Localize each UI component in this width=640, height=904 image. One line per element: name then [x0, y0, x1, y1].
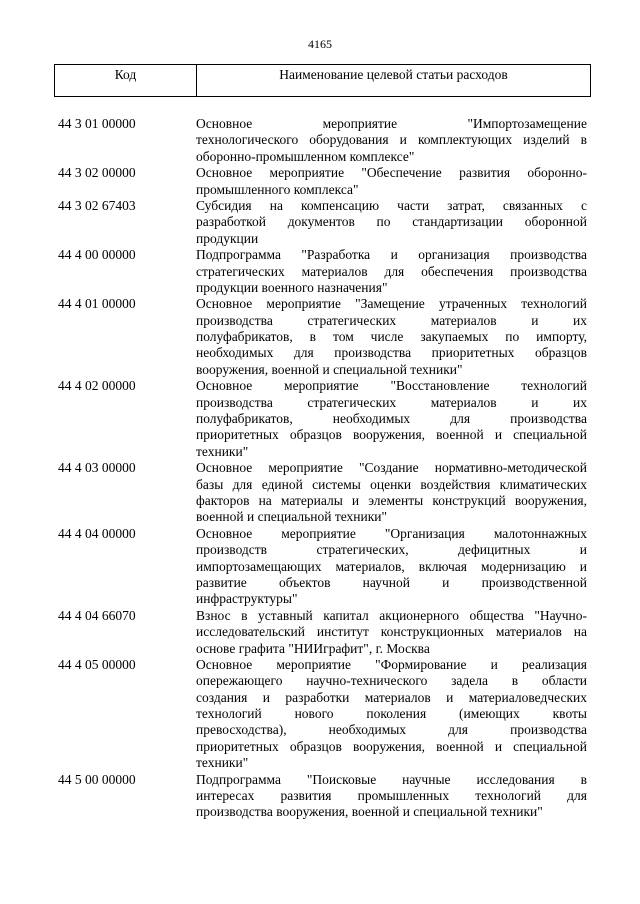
table-header [54, 64, 591, 97]
row-name-line: полуфабрикатов, необходимых для производства [196, 411, 587, 427]
table-row [58, 657, 587, 772]
row-name [196, 116, 587, 165]
row-name [196, 198, 587, 247]
row-code: 44 4 01 00000 [58, 296, 136, 312]
row-name-line: техники" [196, 755, 249, 771]
table-row [58, 247, 587, 296]
row-name [196, 296, 587, 378]
table-row [58, 116, 587, 165]
row-name-line: продукции [196, 230, 259, 246]
table-row [58, 296, 587, 378]
row-name-line: стратегических материалов для обеспечения производства [196, 263, 587, 279]
row-name-line: Основное мероприятие "Организация малотоннажных [196, 525, 587, 541]
row-name [196, 772, 587, 821]
table-row [58, 378, 587, 460]
row-name [196, 608, 587, 657]
row-name-line: Основное мероприятие "Замещение утраченных технологий [196, 296, 587, 312]
row-name-line: необходимых для производства приоритетных образцов [196, 345, 587, 361]
row-name-line: Подпрограмма "Поисковые научные исследования в [196, 771, 587, 787]
row-code: 44 4 04 00000 [58, 525, 136, 541]
row-name-line: технологического оборудования и комплектующих изделий в [196, 132, 587, 148]
row-name-line: техники" [196, 443, 249, 459]
row-name-line: исследовательский институт конструкционных материалов на [196, 624, 587, 640]
row-name-line: полуфабрикатов, в том числе закупаемых по импорту, [196, 329, 587, 345]
table-row [58, 198, 587, 247]
page-number: 4165 [308, 37, 332, 51]
row-name-line: технологий нового поколения (имеющих квоты [196, 706, 587, 722]
row-name-line: развитие объектов научной и производственной [196, 574, 587, 590]
table-row [58, 460, 587, 526]
row-name-line: производства вооружения, военной и специальной техники" [196, 804, 543, 820]
header-code: Код [55, 65, 197, 96]
row-name [196, 378, 587, 460]
row-name-line: опережающего научно-технического задела в области [196, 673, 587, 689]
row-code: 44 4 00 00000 [58, 247, 136, 263]
table-row [58, 526, 587, 608]
row-name-line: военной и специальной техники" [196, 509, 388, 525]
row-name-line: производства стратегических материалов и их [196, 394, 587, 410]
table-row [58, 165, 587, 198]
row-name-line: Субсидия на компенсацию части затрат, связанных с [196, 197, 587, 213]
row-code: 44 4 02 00000 [58, 378, 136, 394]
row-name [196, 165, 587, 198]
row-code: 44 3 02 00000 [58, 165, 136, 181]
row-code: 44 4 05 00000 [58, 656, 136, 672]
row-code: 44 4 04 66070 [58, 607, 136, 623]
row-name-line: производств стратегических, дефицитных и [196, 542, 587, 558]
row-name-line: промышленного комплекса" [196, 181, 359, 197]
row-name [196, 657, 587, 772]
row-name-line: приоритетных образцов вооружения, военной и специальной [196, 738, 587, 754]
row-code: 44 5 00 00000 [58, 771, 136, 787]
row-name [196, 247, 587, 296]
row-code: 44 4 03 00000 [58, 460, 136, 476]
row-name-line: Подпрограмма "Разработка и организация производства [196, 247, 587, 263]
row-name-line: Основное мероприятие "Восстановление технологий [196, 378, 587, 394]
row-code: 44 3 02 67403 [58, 197, 136, 213]
row-name-line: импортозамещающих материалов, включая модернизацию и [196, 558, 587, 574]
row-name [196, 526, 587, 608]
row-name-line: производства стратегических материалов и их [196, 312, 587, 328]
row-name-line: интересах развития промышленных технологий для [196, 788, 587, 804]
row-name-line: Основное мероприятие "Импортозамещение [196, 116, 587, 131]
row-name-line: основе графита "НИИграфит", г. Москва [196, 640, 430, 656]
row-code: 44 3 01 00000 [58, 116, 136, 131]
row-name-line: разработкой документов по стандартизации оборонной [196, 214, 587, 230]
table-row [58, 772, 587, 821]
row-name-line: продукции военного назначения" [196, 279, 388, 295]
row-name-line: оборонно-промышленном комплексе" [196, 148, 415, 164]
row-name-line: базы для единой системы оценки воздействия климатических [196, 476, 587, 492]
row-name-line: факторов на материалы и элементы конструкций вооружения, [196, 492, 587, 508]
row-name-line: приоритетных образцов вооружения, военной и специальной [196, 427, 587, 443]
row-name-line: Основное мероприятие "Создание нормативно-методической [196, 460, 587, 476]
row-name-line: Основное мероприятие "Обеспечение развития оборонно- [196, 165, 587, 181]
header-name: Наименование целевой статьи расходов [279, 67, 508, 82]
table-body [58, 116, 587, 821]
row-name-line: превосходства), необходимых для производства [196, 722, 587, 738]
row-name-line: инфраструктуры" [196, 591, 298, 607]
row-name-line: Основное мероприятие "Формирование и реализация [196, 656, 587, 672]
row-name-line: создания и разработки материалов и материаловедческих [196, 689, 587, 705]
table-row [58, 608, 587, 657]
row-name-line: Взнос в уставный капитал акционерного общества "Научно- [196, 607, 587, 623]
row-name-line: вооружения, военной и специальной техники" [196, 361, 463, 377]
row-name [196, 460, 587, 526]
